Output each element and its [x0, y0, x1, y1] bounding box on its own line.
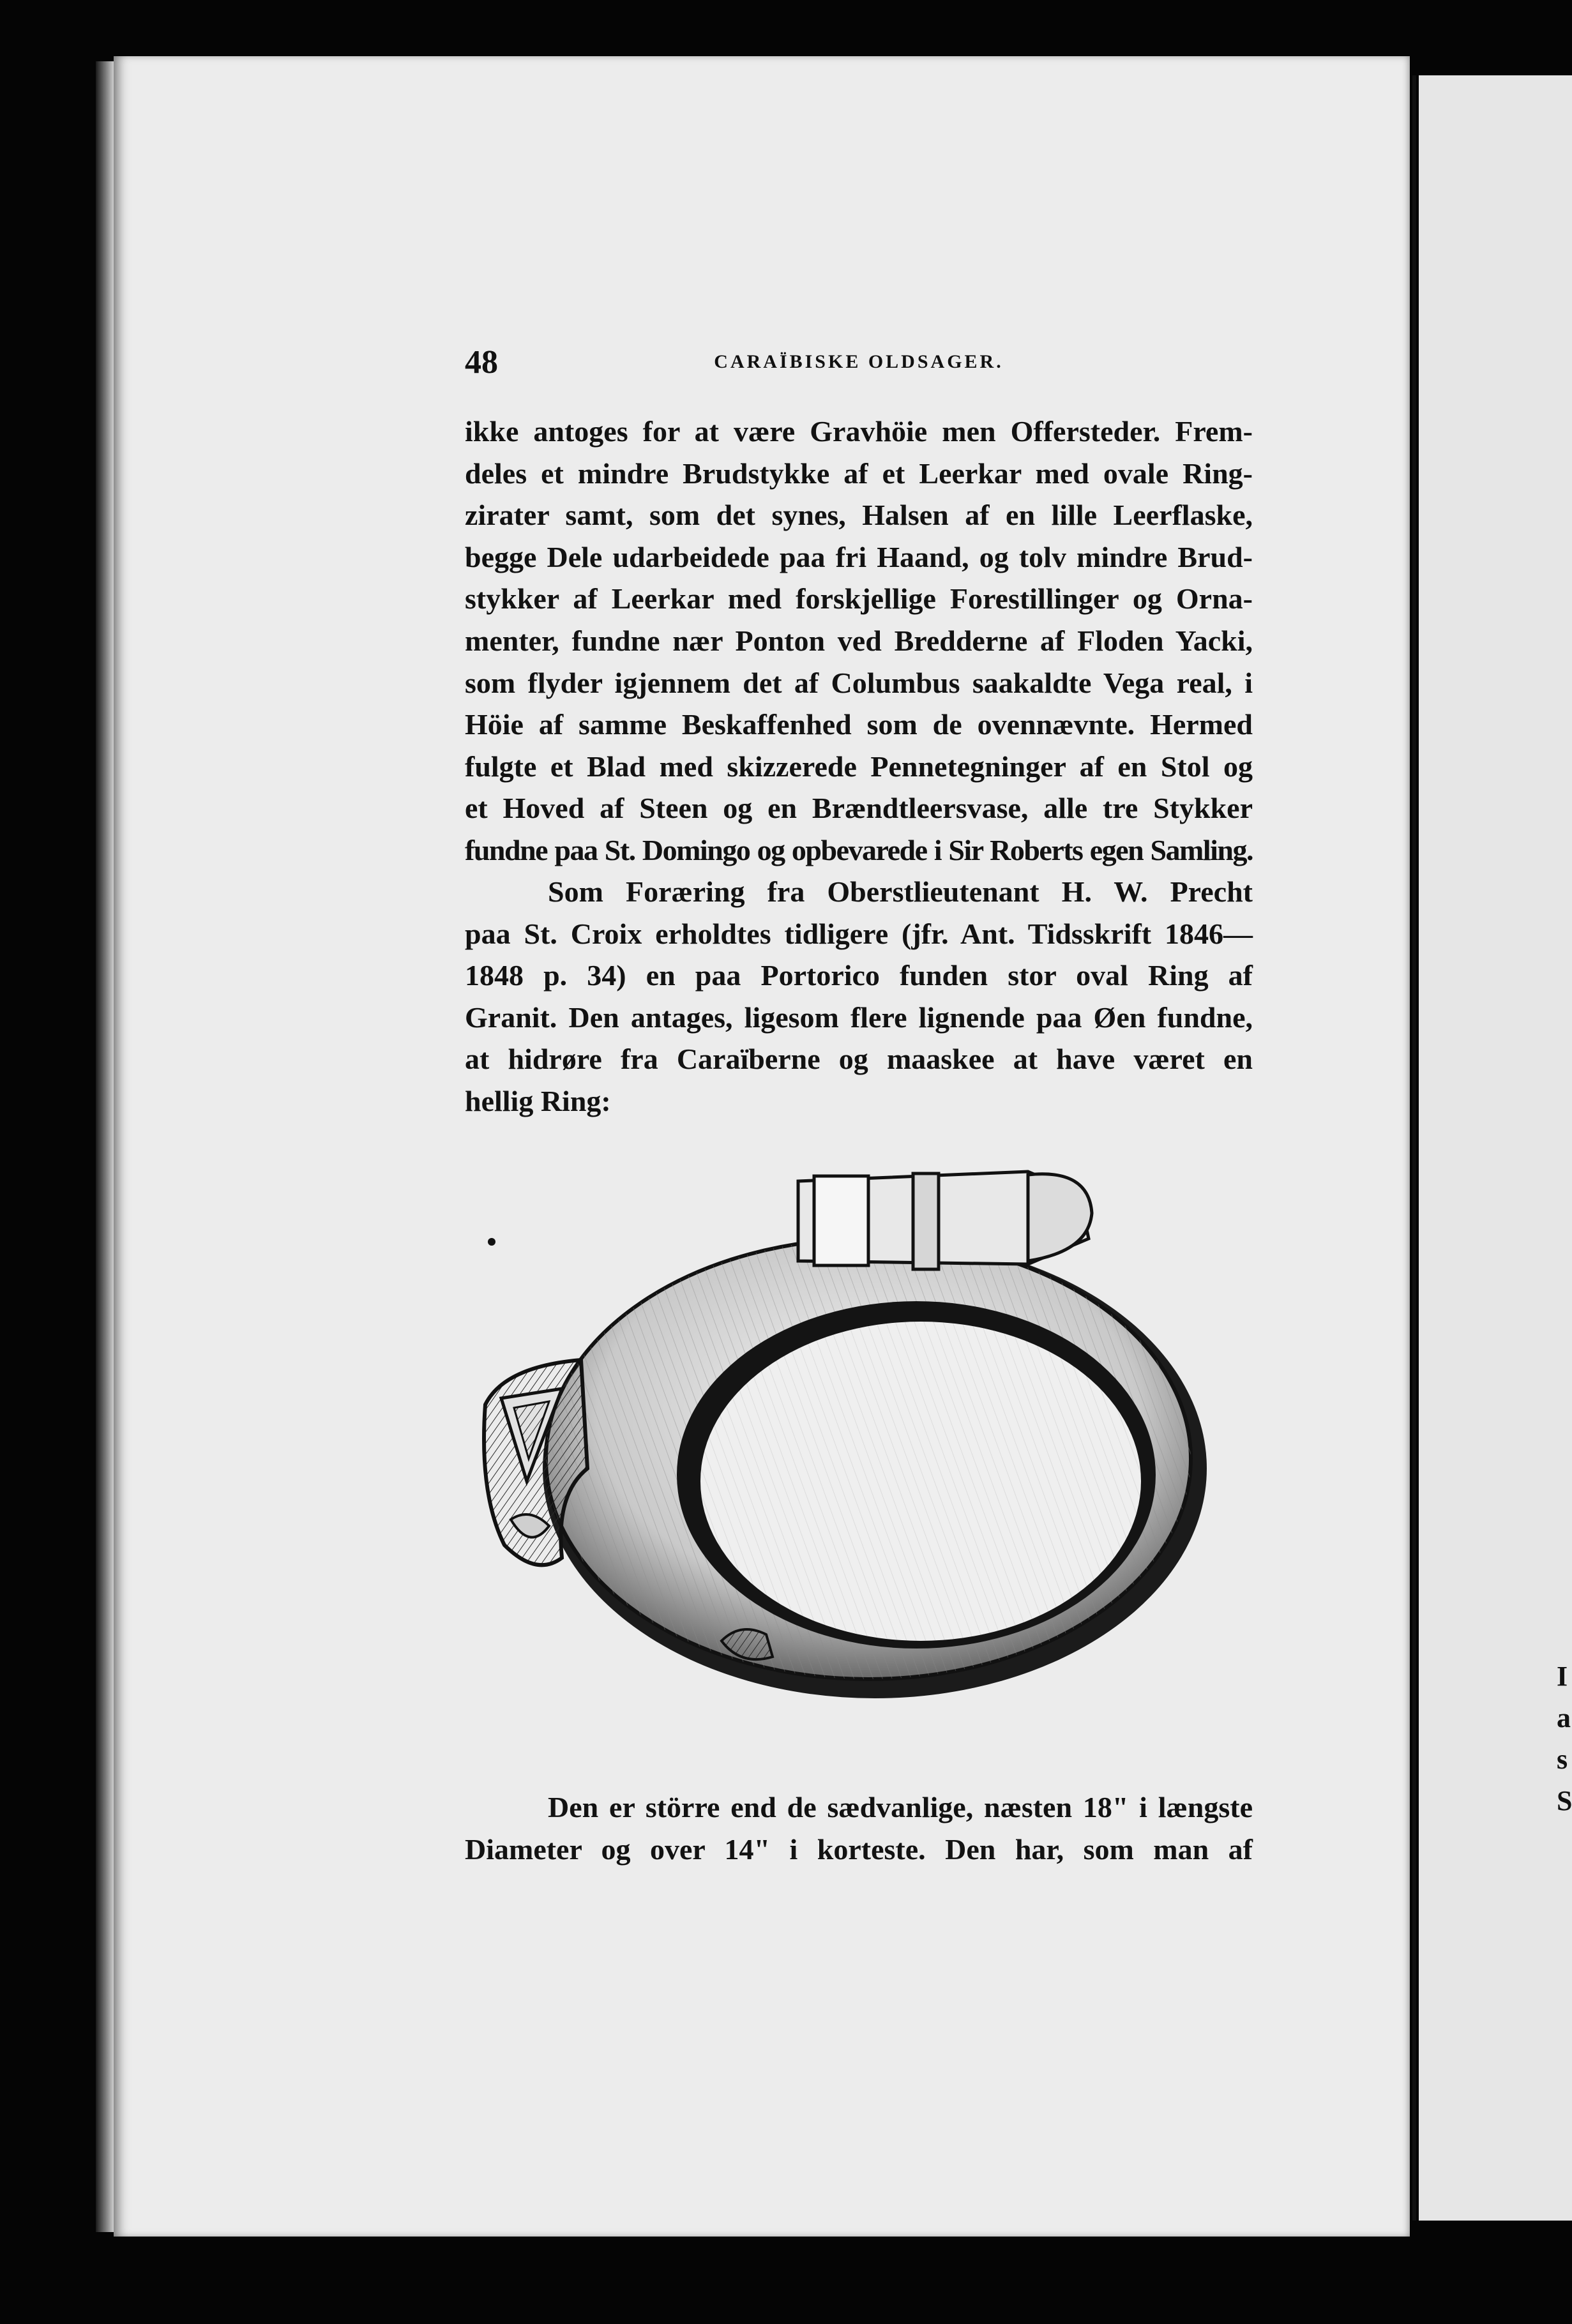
text-line: Som Foræring fra Oberstlieutenant H. W. Precht — [548, 875, 1253, 908]
paragraph — [465, 411, 1253, 871]
text-line: zirater samt, som det synes, Halsen af en lille Leerflaske, — [465, 499, 1253, 532]
text-line: Höie af samme Beskaffenhed som de ovennævnte. Hermed — [465, 708, 1253, 741]
ring-figure — [466, 1136, 1258, 1749]
text-line: at hidrøre fra Caraïberne og maaskee at have været en — [465, 1043, 1253, 1076]
adjacent-page-letter: S — [1557, 1785, 1572, 1816]
text-line: paa St. Croix erholdtes tidligere (jfr. Ant. Tidsskrift 1846— — [465, 917, 1253, 950]
page-header — [465, 343, 1253, 382]
paragraph — [465, 871, 1253, 1122]
text-line: hellig Ring: — [465, 1084, 611, 1117]
adjacent-page-letter: I — [1557, 1661, 1568, 1692]
adjacent-page-letter: a — [1557, 1702, 1571, 1733]
text-line: et Hoved af Steen og en Brændtleersvase, alle tre Stykker — [465, 792, 1253, 825]
paragraph — [465, 1786, 1253, 1870]
text-line: fulgte et Blad med skizzerede Pennetegninger af en Stol og — [465, 750, 1253, 783]
page-edge-left — [96, 61, 115, 2232]
text-line: stykker af Leerkar med forskjellige Forestillinger og Orna- — [465, 582, 1253, 615]
text-line: ikke antoges for at være Gravhöie men Offersteder. Frem- — [465, 415, 1253, 448]
stone-ring-illustration — [466, 1136, 1258, 1749]
text-line: Den er större end de sædvanlige, næsten 18" i længste — [548, 1791, 1253, 1823]
adjacent-page — [1419, 75, 1572, 2221]
text-line: Diameter og over 14" i korteste. Den har, som man af — [465, 1832, 1253, 1866]
text-line: deles et mindre Brudstykke af et Leerkar med ovale Ring- — [465, 456, 1253, 490]
page-number: 48 — [465, 344, 498, 381]
text-line: som flyder igjennem det af Columbus saakaldte Vega real, i — [465, 666, 1253, 699]
text-line: fundne paa St. Domingo og opbevarede i Sir Roberts egen Samling. — [465, 833, 1253, 866]
adjacent-page-letter: s — [1557, 1744, 1568, 1775]
text-line: begge Dele udarbeidede paa fri Haand, og tolv mindre Brud- — [465, 540, 1253, 573]
text-line: 1848 p. 34) en paa Portorico funden stor oval Ring af — [465, 959, 1253, 992]
text-line: menter, fundne nær Ponton ved Bredderne af Floden Yacki, — [465, 624, 1253, 657]
page-gutter — [1412, 75, 1416, 2221]
text-line: Granit. Den antages, ligesom flere lignende paa Øen fundne, — [465, 1000, 1253, 1034]
running-head: CARAÏBISKE OLDSAGER. — [714, 351, 1004, 372]
